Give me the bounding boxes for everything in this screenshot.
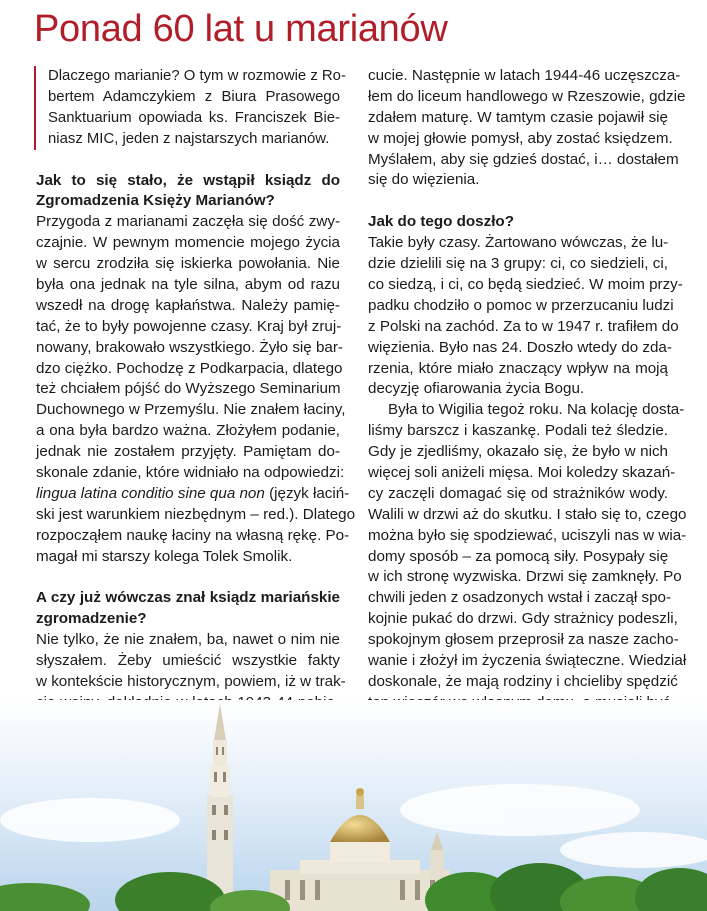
- intro-line: niasz MIC, jeden z najstarszych marianów.: [48, 130, 330, 147]
- latin-line-rest: (język łaciń-: [264, 484, 350, 502]
- paragraph-line: łem do liceum handlowego w Rzeszowie, gdzie: [368, 87, 686, 105]
- paragraph-line: rzenia, które miało znaczący wpływ na moją: [368, 359, 668, 377]
- paragraph-line: padku chodziło o pomoc w przerzucaniu ludzi: [368, 296, 674, 314]
- paragraph-line: dzie dzielili się na 3 grupy: ci, co siedzieli, ci,: [368, 255, 668, 273]
- paragraph-line: czajnie. W pewnym momencie mojego życia: [36, 234, 340, 252]
- intro-line: bertem Adamczykiem z Biura Prasowego: [48, 88, 340, 105]
- paragraph-line: w kontekście historycznym, powiem, iż w trak-: [36, 673, 346, 691]
- left-column: [36, 66, 356, 735]
- paragraph-line: domy sposób – za pomocą siły. Posypały się: [368, 547, 669, 565]
- paragraph-line: dzo ciężko. Pochodzę z Podkarpacia, dlatego: [36, 359, 343, 377]
- question-3: [368, 212, 668, 233]
- paragraph-line: cy zaczęli domagać się od strażników wody.: [368, 484, 668, 502]
- answer-3: [368, 233, 683, 400]
- answer-4: [368, 400, 687, 734]
- question-line: zgromadzenie?: [36, 610, 147, 628]
- paragraph-line: Nie tylko, że nie znałem, ba, nawet o nim nie: [36, 631, 340, 649]
- paragraph-line: a ona była bardzo ważna. Złożyłem podanie,: [36, 422, 340, 440]
- paragraph-line: nowany, brakowało wszystkiego. Żyło się bar-: [36, 338, 343, 356]
- paragraph-line: spokojnym głosem przeprosił za nasze zacho-: [368, 631, 679, 649]
- paragraph-line: tać, że to były powojenne czasy. Kraj był zruj-: [36, 317, 342, 335]
- paragraph-line: się do więzienia.: [368, 171, 480, 189]
- paragraph-line: ski jest warunkiem niezbędnym – red.). Dlatego: [36, 505, 356, 523]
- paragraph-line: z Polski na zachód. Za to w 1947 r. trafiłem do: [368, 317, 679, 335]
- paragraph-line: kojnie pukać do drzwi. Gdy strażnicy podeszli,: [368, 610, 678, 628]
- paragraph-line: Takie były czasy. Żartowano wówczas, że lu-: [368, 234, 669, 252]
- paragraph-line: liśmy barszcz i kaszankę. Podali też śledzie.: [368, 422, 668, 440]
- paragraph-line: słyszałem. Żeby umieścić wszystkie fakty: [36, 652, 340, 670]
- question-line: A czy już wówczas znał ksiądz mariańskie: [36, 589, 340, 607]
- paragraph-line: więzienia. Było nas 24. Doszło wtedy do zda-: [368, 338, 672, 356]
- basilica-photo: [0, 700, 707, 911]
- paragraph-line: rozpocząłem naukę łaciny na własną rękę. Po-: [36, 526, 350, 544]
- paragraph-line: można było się spodziewać, uciszyli nas w wia-: [368, 526, 687, 544]
- question-1: [36, 171, 340, 213]
- intro-line: Dlaczego marianie? O tym w rozmowie z Ro-: [48, 68, 346, 84]
- paragraph-line: wszedł na drogę kapłaństwa. Należy pamię-: [36, 296, 340, 314]
- answer-2-continued: [368, 66, 686, 191]
- paragraph-line: więcej soli aniżeli mięsa. Moi koledzy skazań-: [368, 464, 676, 482]
- answer-1: [36, 212, 346, 484]
- latin-quote: lingua latina conditio sine qua non: [36, 484, 265, 502]
- paragraph-line: w sercu zrodziła się iskierka powołania. Nie: [36, 255, 340, 273]
- paragraph-line: Przygoda z marianami zaczęła się dość zwy-: [36, 213, 340, 231]
- paragraph-line: Duchownego w Przemyślu. Nie znałem łaciny,: [36, 401, 346, 419]
- answer-1-tail: [36, 505, 356, 568]
- paragraph-line: magał mi starszy kolega Tolek Smolik.: [36, 547, 293, 565]
- question-line: Jak to się stało, że wstąpił ksiądz do: [36, 171, 340, 189]
- right-column: [368, 66, 687, 735]
- paragraph-line: cucie. Następnie w latach 1944-46 uczęszcza-: [368, 67, 681, 84]
- article-title: Ponad 60 lat u marianów: [34, 8, 448, 50]
- question-line: Zgromadzenia Księży Marianów?: [36, 192, 275, 210]
- paragraph-line: Była to Wigilia tegoż roku. Na kolację dosta-: [388, 401, 685, 419]
- paragraph-line: co siedzą, i ci, co będą siedzieć. W moim przy-: [368, 276, 683, 294]
- paragraph-line: decyzję ofiarowania życia Bogu.: [368, 380, 585, 398]
- paragraph-line: wanie i złożył im życzenia świąteczne. Wiedział: [368, 652, 687, 670]
- paragraph-line: zdałem maturę. W tamtym czasie pojawił się: [368, 108, 668, 126]
- intro-line: Sanktuarium opowiada ks. Franciszek Bie-: [48, 109, 340, 126]
- paragraph-line: chwili jeden z osadzonych wstał i zaczął spo-: [368, 589, 672, 607]
- paragraph-line: Gdy je zjedliśmy, okazało się, że było w nich: [368, 443, 668, 461]
- paragraph-line: Walili w drzwi aż do skutku. I stało się to, czego: [368, 505, 687, 523]
- intro-lead: [34, 66, 346, 150]
- paragraph-line: w mojej głowie pomysł, aby zostać księdzem.: [368, 129, 673, 147]
- question-3-text: Jak do tego doszło?: [368, 213, 514, 231]
- paragraph-line: była ona jednak na tyle silna, abym od razu: [36, 276, 340, 294]
- answer-1-latin-line: [36, 484, 350, 505]
- paragraph-line: doskonale, że mają rodziny i chcieliby spędzić: [368, 672, 678, 690]
- paragraph-line: w ich stronę wyzwiska. Drzwi się zamknęły. Po: [368, 568, 682, 586]
- paragraph-line: jednak nie zostałem przyjęty. Pamiętam do-: [36, 443, 340, 461]
- paragraph-line: też chciałem pójść do Wyższego Seminarium: [36, 380, 341, 398]
- basilica-illustration: [0, 700, 707, 911]
- paragraph-line: Myślałem, aby się gdzieś dostać, i… dostałem: [368, 150, 679, 168]
- paragraph-line: skonale zdanie, które widniało na odpowiedzi:: [36, 464, 345, 482]
- question-2: [36, 588, 340, 630]
